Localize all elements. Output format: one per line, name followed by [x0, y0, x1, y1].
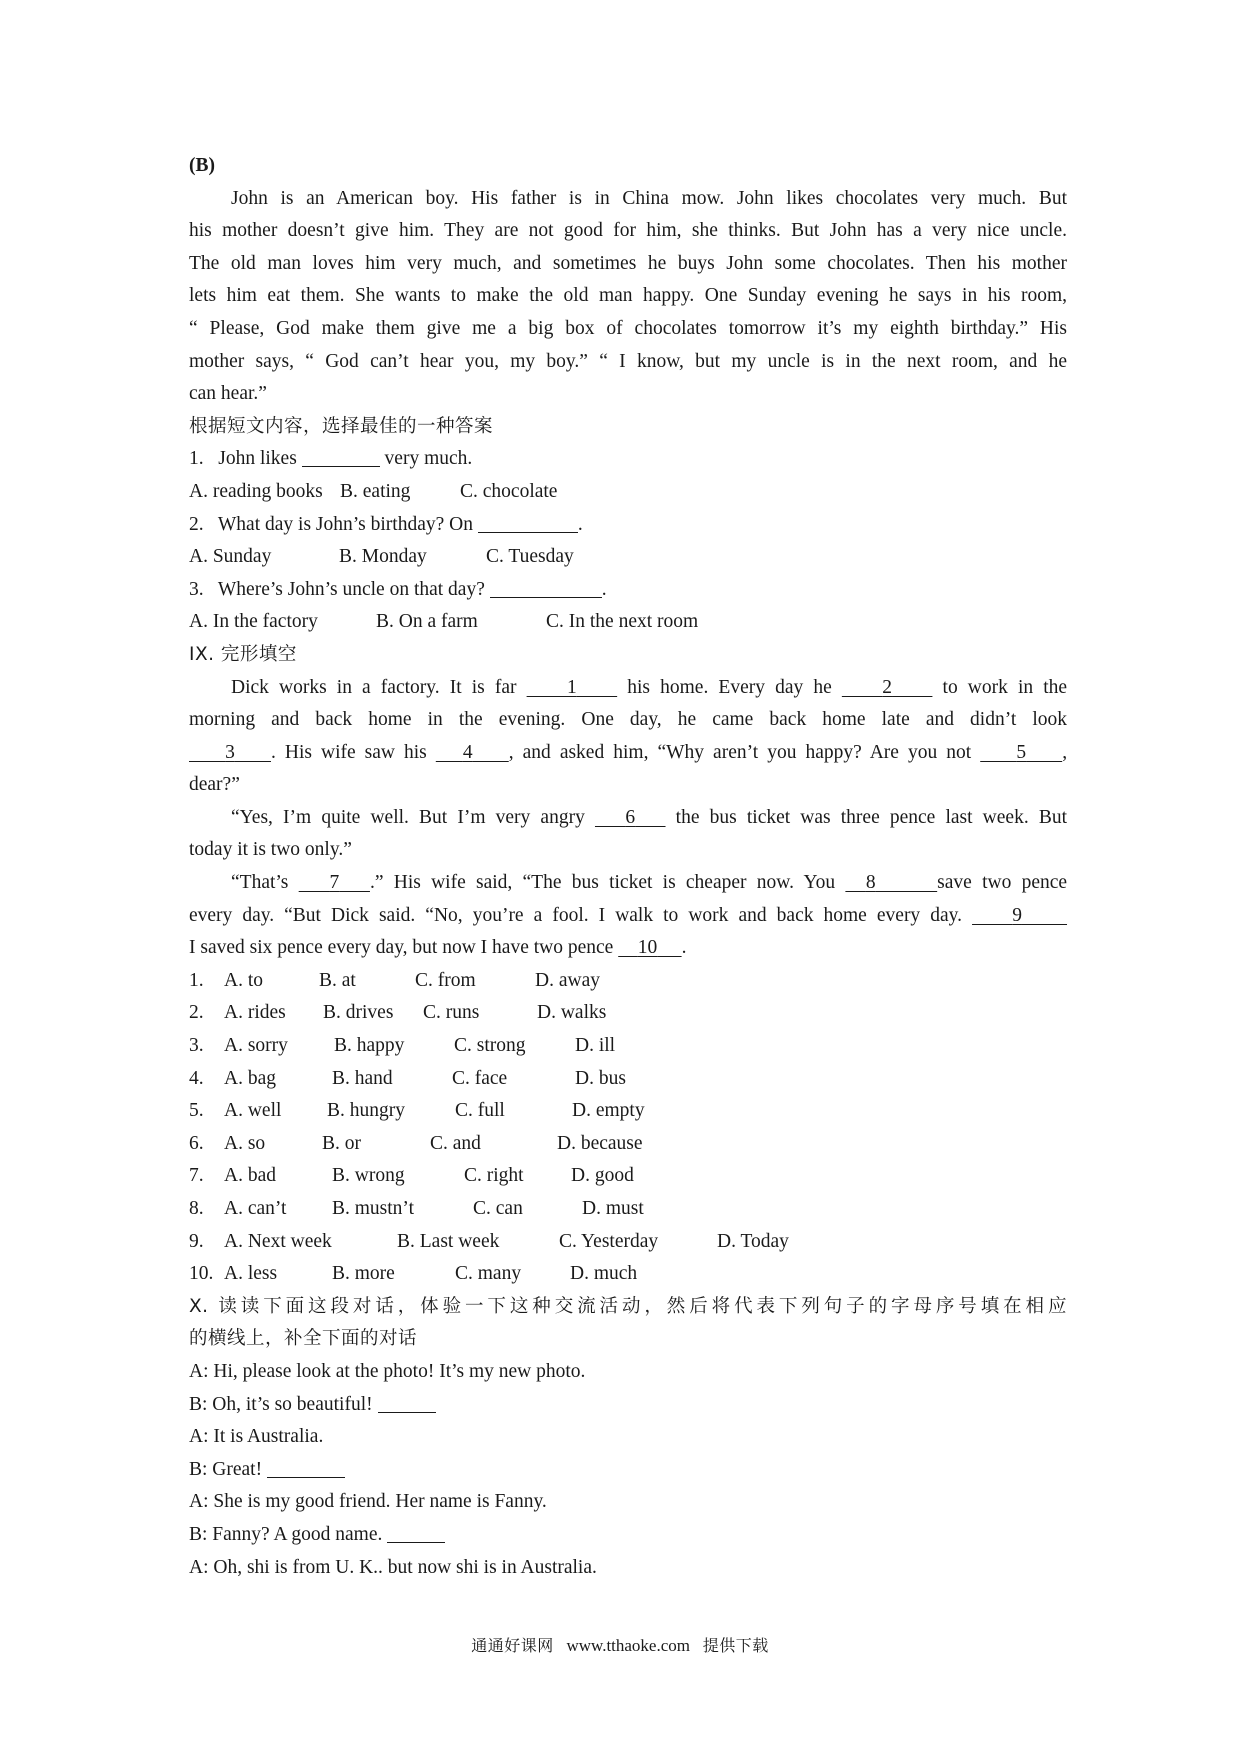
- cloze-options: [189, 965, 1067, 1291]
- option[interactable]: B. drives: [323, 1002, 394, 1024]
- passage-line: “ Please, God make them give me a big box of chocolates tomorrow it’s my eighth birthday.” His: [189, 317, 1067, 339]
- option[interactable]: B. wrong: [332, 1165, 405, 1187]
- passage-line: John is an American boy. His father is in China mow. John likes chocolates very much. But: [231, 187, 1067, 209]
- option[interactable]: C. Tuesday: [486, 546, 574, 568]
- dialog-line: A: It is Australia.: [189, 1426, 324, 1448]
- cloze-blank[interactable]: 9: [1012, 904, 1022, 926]
- question-2: 2. What day is John’s birthday? On .: [189, 513, 583, 535]
- cloze-option-row: 10. A. less B. more C. many D. much: [189, 1258, 1067, 1291]
- question-2-options: [189, 541, 1067, 574]
- option[interactable]: B. On a farm: [376, 611, 478, 633]
- passage-line: mother says, “ God can’t hear you, my boy.” “ I know, but my uncle is in the next room, and he: [189, 350, 1067, 372]
- cloze-line: “That’s 7 .” His wife said, “The bus ticket is cheaper now. You 8 save two pence: [231, 872, 1068, 894]
- dialog-line: A: She is my good friend. Her name is Fanny.: [189, 1491, 547, 1513]
- footer-site-name: 通通好课网: [471, 1636, 554, 1655]
- cloze-option-row: 6. A. so B. or C. and D. because: [189, 1128, 1067, 1161]
- option[interactable]: C. strong: [454, 1035, 526, 1057]
- cloze-blank[interactable]: 6: [625, 806, 636, 828]
- cloze-blank[interactable]: 7: [329, 872, 340, 894]
- option[interactable]: C. full: [455, 1100, 505, 1122]
- cloze-option-row: 3. A. sorry B. happy C. strong D. ill: [189, 1030, 1067, 1063]
- cloze-option-row: 1. A. to B. at C. from D. away: [189, 965, 1067, 998]
- cloze-passage: [189, 672, 1067, 965]
- option[interactable]: A. sorry: [224, 1035, 288, 1057]
- answer-blank[interactable]: [378, 1392, 436, 1413]
- option[interactable]: A. Sunday: [189, 546, 272, 568]
- option[interactable]: B. more: [332, 1263, 395, 1285]
- option[interactable]: D. empty: [572, 1100, 645, 1122]
- option[interactable]: D. bus: [575, 1067, 626, 1089]
- cloze-line: today it is two only.”: [189, 839, 352, 861]
- option[interactable]: A. bag: [224, 1067, 276, 1089]
- option[interactable]: A. to: [224, 969, 263, 991]
- option[interactable]: C. In the next room: [546, 611, 699, 633]
- cloze-blank[interactable]: 8: [865, 872, 876, 894]
- answer-blank[interactable]: [387, 1522, 445, 1543]
- cloze-line: “Yes, I’m quite well. But I’m very angry 6 the bus ticket was three pence last week. But: [231, 806, 1068, 828]
- option[interactable]: D. because: [557, 1132, 643, 1154]
- cloze-blank[interactable]: 2: [882, 676, 893, 698]
- question-1: 1. John likes very much.: [189, 448, 473, 470]
- cloze-line: Dick works in a factory. It is far 1 his home. Every day he 2 to work in the: [231, 676, 1068, 698]
- passage-line: his mother doesn’t give him. They are not good for him, she thinks. But John has a very nice uncle.: [189, 220, 1067, 242]
- cloze-option-row: 2. A. rides B. drives C. runs D. walks: [189, 997, 1067, 1030]
- option[interactable]: A. well: [224, 1100, 282, 1122]
- footer-suffix: 提供下载: [702, 1636, 769, 1655]
- cloze-blank[interactable]: 3: [225, 741, 235, 763]
- answer-blank[interactable]: [478, 512, 578, 533]
- option[interactable]: D. walks: [537, 1002, 607, 1024]
- cloze-line: 3 . His wife saw his 4 , and asked him, “Why aren’t you happy? Are you not 5 ,: [189, 737, 1067, 770]
- page-footer: [0, 1634, 1240, 1658]
- footer-url[interactable]: www.tthaoke.com: [566, 1636, 691, 1655]
- option[interactable]: D. must: [582, 1198, 644, 1219]
- option[interactable]: A. less: [224, 1263, 278, 1285]
- section-b-label: (B): [189, 155, 215, 176]
- cloze-line: dear?”: [189, 774, 240, 796]
- dialog-line: B: Great!: [189, 1454, 1067, 1487]
- option[interactable]: A. bad: [224, 1165, 276, 1187]
- option[interactable]: B. hungry: [327, 1100, 405, 1122]
- passage-line: can hear.”: [189, 383, 267, 405]
- dialog: [189, 1356, 1067, 1584]
- dialog-line: B: Fanny? A good name.: [189, 1519, 1067, 1552]
- option[interactable]: C. from: [415, 969, 476, 991]
- question-3-options: [189, 606, 1067, 639]
- passage-line: lets him eat them. She wants to make the old man happy. One Sunday evening he says in his room,: [189, 285, 1067, 307]
- reading-passage: [189, 183, 1067, 411]
- option[interactable]: B. hand: [332, 1067, 393, 1089]
- option[interactable]: D. away: [535, 969, 600, 991]
- section-x-heading: X. 读读下面这段对话，体验一下这种交流活动，然后将代表下列句子的字母序号填在相应: [189, 1295, 1067, 1317]
- option[interactable]: C. Yesterday: [559, 1230, 659, 1252]
- question-1-options: [189, 476, 1067, 509]
- answer-blank[interactable]: [267, 1457, 345, 1478]
- option[interactable]: B. Last week: [397, 1230, 500, 1252]
- option[interactable]: B. happy: [334, 1035, 405, 1057]
- cloze-option-row: 5. A. well B. hungry C. full D. empty: [189, 1095, 1067, 1128]
- cloze-option-row: 7. A. bad B. wrong C. right D. good: [189, 1160, 1067, 1193]
- section-ix-heading: IX. 完形填空: [189, 643, 297, 665]
- section-x-heading-cont: 的横线上，补全下面的对话: [189, 1328, 418, 1350]
- option[interactable]: C. chocolate: [460, 480, 558, 502]
- option[interactable]: A. rides: [224, 1002, 286, 1024]
- answer-blank[interactable]: [302, 446, 380, 467]
- option[interactable]: C. right: [464, 1165, 524, 1187]
- document-page: [189, 150, 1067, 1584]
- option[interactable]: A. reading books: [189, 480, 323, 502]
- option[interactable]: C. and: [430, 1132, 481, 1154]
- option[interactable]: A. can’t: [224, 1198, 287, 1219]
- dialog-line: A: Hi, please look at the photo! It’s my new photo.: [189, 1360, 586, 1382]
- cloze-option-row: 9. A. Next week B. Last week C. Yesterday D. Today: [189, 1226, 1067, 1259]
- option[interactable]: A. so: [224, 1132, 266, 1154]
- reading-instruction: 根据短文内容，选择最佳的一种答案: [189, 415, 494, 437]
- option[interactable]: B. at: [319, 969, 356, 991]
- option[interactable]: B. mustn’t: [332, 1198, 414, 1219]
- dialog-line: B: Oh, it’s so beautiful!: [189, 1389, 1067, 1422]
- cloze-line: every day. “But Dick said. “No, you’re a fool. I walk to work and back home every day. 9: [189, 900, 1067, 933]
- cloze-blank[interactable]: 4: [462, 741, 473, 763]
- passage-line: The old man loves him very much, and sometimes he buys John some chocolates. Then his mother: [189, 252, 1067, 274]
- option[interactable]: A. In the factory: [189, 611, 318, 633]
- cloze-line: morning and back home in the evening. One day, he came back home late and didn’t look: [189, 709, 1067, 731]
- answer-blank[interactable]: [490, 577, 602, 598]
- option[interactable]: C. can: [473, 1198, 523, 1219]
- option[interactable]: B. eating: [340, 480, 411, 502]
- cloze-blank[interactable]: 1: [567, 676, 577, 698]
- option[interactable]: A. Next week: [224, 1230, 332, 1252]
- option[interactable]: D. Today: [717, 1230, 789, 1252]
- option[interactable]: C. face: [452, 1067, 508, 1089]
- option[interactable]: C. many: [455, 1263, 522, 1285]
- dialog-line: A: Oh, shi is from U. K.. but now shi is in Australia.: [189, 1556, 597, 1578]
- option[interactable]: D. much: [570, 1263, 638, 1285]
- cloze-option-row: 4. A. bag B. hand C. face D. bus: [189, 1063, 1067, 1096]
- cloze-option-row: 8. A. can’t B. mustn’t C. can D. must: [189, 1193, 1067, 1226]
- option[interactable]: C. runs: [423, 1002, 480, 1024]
- option[interactable]: B. or: [322, 1132, 361, 1154]
- option[interactable]: B. Monday: [339, 546, 427, 568]
- cloze-blank[interactable]: 5: [1016, 741, 1027, 763]
- cloze-blank[interactable]: 10: [637, 937, 658, 959]
- option[interactable]: D. ill: [575, 1035, 616, 1057]
- cloze-line: I saved six pence every day, but now I have two pence 10 .: [189, 937, 687, 959]
- option[interactable]: D. good: [571, 1165, 634, 1187]
- question-3: 3. Where’s John’s uncle on that day? .: [189, 578, 607, 600]
